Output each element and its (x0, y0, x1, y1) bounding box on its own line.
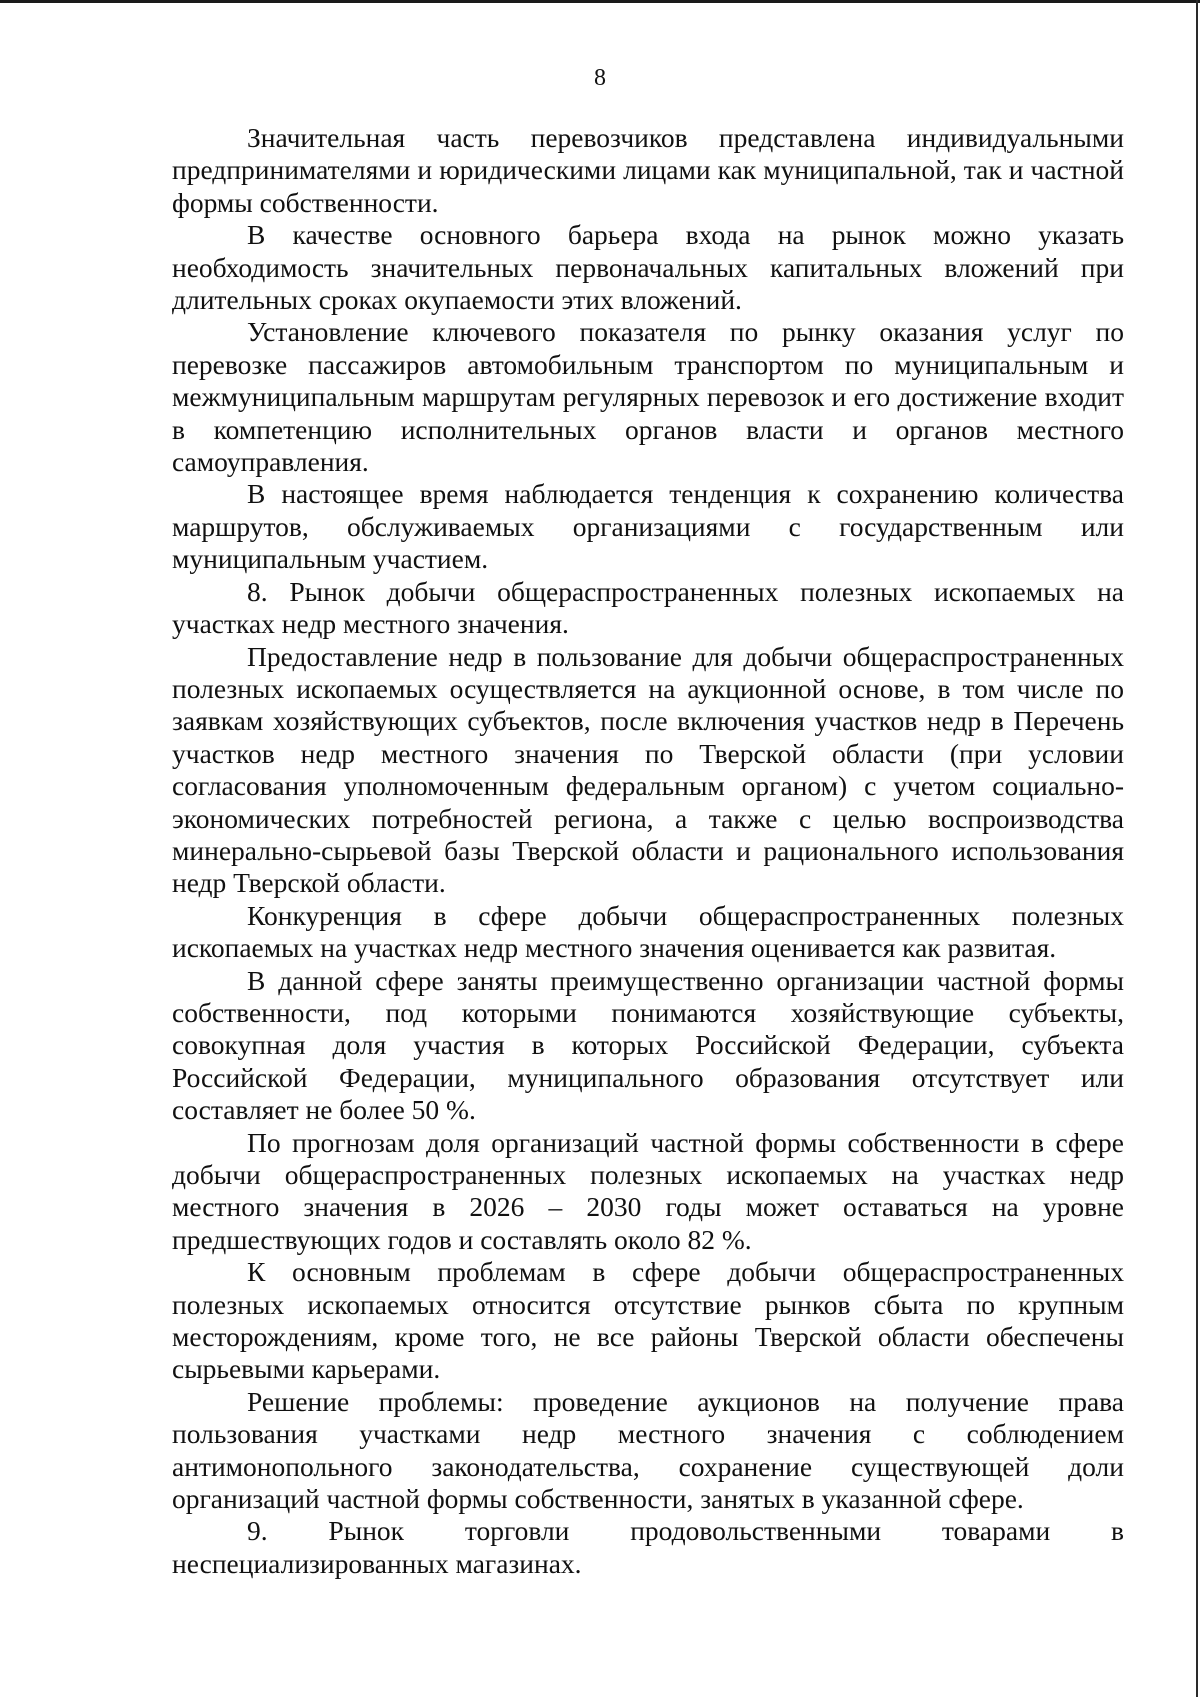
document-body (172, 122, 1124, 1580)
paragraph-key-indicator: Установление ключевого показателя по рынку оказания услуг по перевозке пассажиров автомобильным транспортом по муниципальным и межмуниципальным маршрутам регулярных перевозок и его достижение входит в компетенцию исполнительных органов власти и органов местного самоуправления. (172, 316, 1124, 478)
paragraph-forecast: По прогнозам доля организаций частной формы собственности в сфере добычи общераспространенных полезных ископаемых на участках недр местного значения в 2026 – 2030 годы может оставаться на уровне предшествующих годов и составлять около 82 %. (172, 1126, 1124, 1255)
scan-border-right (1196, 0, 1198, 1697)
paragraph-solution: Решение проблемы: проведение аукционов на получение права пользования участками недр местного значения с соблюдением антимонопольного законодательства, сохранение существующей доли организаций частной формы собственности, занятых в указанной сфере. (172, 1385, 1124, 1515)
section-heading-market-9: 9. Рынок торговли продовольственными товарами в неспециализированных магазинах. (172, 1515, 1124, 1579)
paragraph-competition: Конкуренция в сфере добычи общераспространенных полезных ископаемых на участках недр местного значения оценивается как развитая. (172, 899, 1124, 964)
paragraph-private-ownership: В данной сфере заняты преимущественно организации частной формы собственности, под которыми понимаются хозяйствующие субъекты, совокупная доля участия в которых Российской Федерации, субъекта Российской Федерации, муниципального образования отсутствует или составляет не более 50 %. (172, 964, 1124, 1126)
paragraph-entry-barrier: В качестве основного барьера входа на рынок можно указать необходимость значительных первоначальных капитальных вложений при длительных сроках окупаемости этих вложений. (172, 219, 1124, 316)
section-heading-market-8: 8. Рынок добычи общераспространенных полезных ископаемых на участках недр местного значения. (172, 575, 1124, 640)
paragraph-problems: К основным проблемам в сфере добычи общераспространенных полезных ископаемых относится отсутствие рынков сбыта по крупным месторождениям, кроме того, не все районы Тверской области обеспечены сырьевыми карьерами. (172, 1256, 1124, 1385)
paragraph-subsoil-provision: Предоставление недр в пользование для добычи общераспространенных полезных ископаемых осуществляется на аукционной основе, в том числе по заявкам хозяйствующих субъектов, после включения участков недр в Перечень участков недр местного значения по Тверской области (при условии согласования уполномоченным федеральным органом) с учетом социально-экономических потребностей региона, а также с целью воспроизводства минерально-сырьевой базы Тверской области и рационального использования недр Тверской области. (172, 640, 1124, 899)
paragraph-routes-trend: В настоящее время наблюдается тенденция к сохранению количества маршрутов, обслуживаемых организациями с государственным или муниципальным участием. (172, 478, 1124, 575)
scan-border-top (0, 0, 1200, 3)
paragraph-carriers: Значительная часть перевозчиков представлена индивидуальными предпринимателями и юридическими лицами как муниципальной, так и частной формы собственности. (172, 122, 1124, 218)
page-number: 8 (594, 65, 606, 91)
